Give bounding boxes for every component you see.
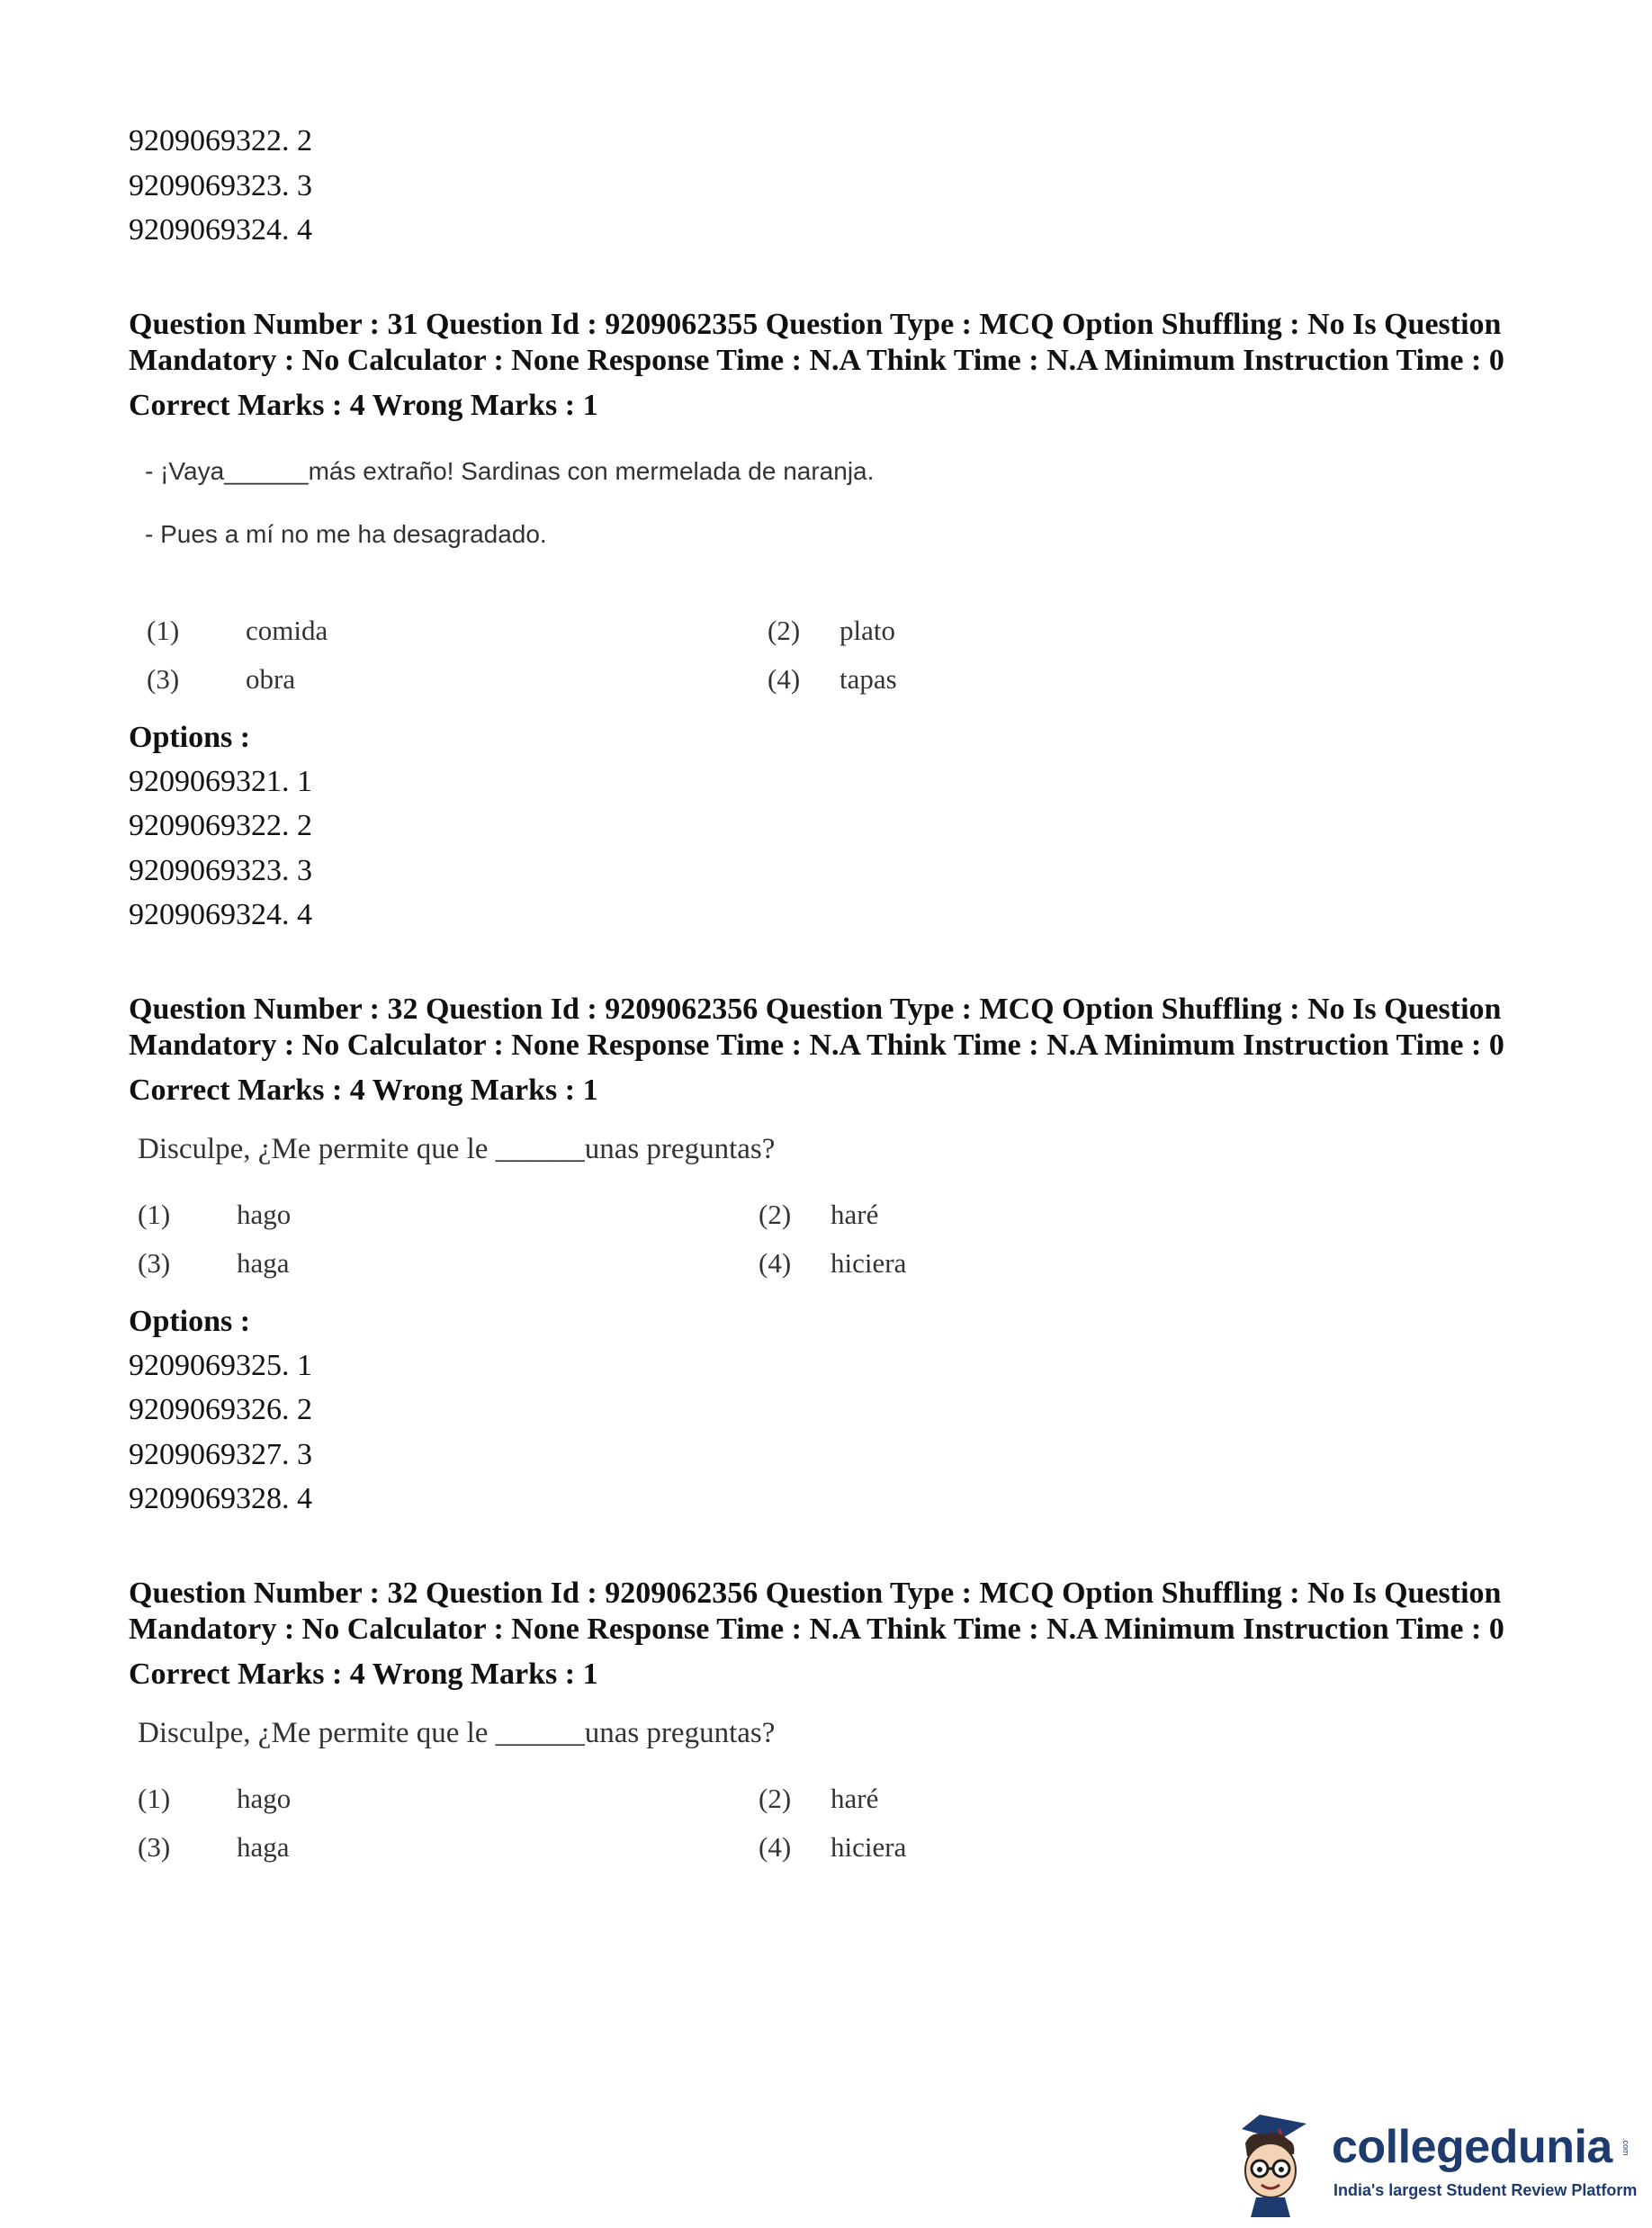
logo-domain-suffix: .com [1621,2138,1630,2156]
student-mascot-icon [1224,2104,1332,2221]
question-stem: Disculpe, ¿Me permite que le ______unas preguntas? [138,1716,776,1749]
question-marks: Correct Marks : 4 Wrong Marks : 1 [129,1657,598,1691]
option-line: 9209069324. 4 [129,213,312,247]
question-header: Question Number : 32 Question Id : 9209062356 Question Type : MCQ Option Shuffling : No Is Question Mandatory : No Calculator : None Response Time : N.A Think Time : N.A Minimum Instruction Time : 0 [129,1576,1504,1646]
options-title: Options : [129,1304,251,1338]
question-stem: Disculpe, ¿Me permite que le ______unas preguntas? [138,1132,776,1165]
question-image [129,1709,1532,1869]
choice-text: hiciera [830,1246,907,1279]
choice-number: (1) [147,614,180,646]
choice-text: haré [830,1198,879,1230]
question-image [129,1125,1532,1285]
choice-number: (3) [138,1246,171,1279]
choice-number: (1) [138,1782,171,1814]
choice-text: tapas [839,662,897,695]
choice-number: (2) [768,614,801,646]
choice-text: haga [237,1830,290,1863]
option-line: 9209069327. 3 [129,1437,312,1471]
option-line: 9209069322. 2 [129,809,312,842]
exam-page [129,119,1532,1869]
question-stem-line: - ¡Vaya______más extraño! Sardinas con mermelada de naranja. [145,456,875,485]
choice-text: haré [830,1782,879,1814]
options-title: Options : [129,720,251,754]
choice-text: hiciera [830,1830,907,1863]
choice-number: (4) [759,1830,792,1863]
option-line: 9209069321. 1 [129,764,312,798]
answer-choices [129,609,1532,701]
choice-text: haga [237,1246,290,1279]
choice-number: (4) [759,1246,792,1279]
choice-number: (1) [138,1198,171,1230]
option-line: 9209069324. 4 [129,898,312,931]
choice-text: comida [246,614,328,646]
choice-number: (4) [768,662,801,695]
answer-choices [129,1777,1532,1869]
question-header: Question Number : 32 Question Id : 9209062356 Question Type : MCQ Option Shuffling : No Is Question Mandatory : No Calculator : None Response Time : N.A Think Time : N.A Minimum Instruction Time : 0 [129,992,1504,1062]
logo-tagline: India's largest Student Review Platform [1333,2181,1638,2199]
answer-choices [129,1193,1532,1285]
choice-text: hago [237,1782,292,1814]
choice-text: hago [237,1198,292,1230]
option-line: 9209069328. 4 [129,1482,312,1515]
choice-number: (3) [147,662,180,695]
choice-number: (3) [138,1830,171,1863]
question-block-31 [129,307,1532,938]
logo-wordmark: collegedunia [1332,2121,1612,2173]
choice-text: obra [246,662,296,695]
question-marks: Correct Marks : 4 Wrong Marks : 1 [129,1073,598,1107]
question-stem-line: - Pues a mí no me ha desagradado. [145,519,547,548]
option-line: 9209069323. 3 [129,853,312,887]
question-marks: Correct Marks : 4 Wrong Marks : 1 [129,388,598,422]
question-block-32 [129,992,1532,1522]
option-line: 9209069325. 1 [129,1348,312,1382]
option-line: 9209069326. 2 [129,1393,312,1426]
option-line: 9209069323. 3 [129,168,312,202]
question-header: Question Number : 31 Question Id : 9209062355 Question Type : MCQ Option Shuffling : No Is Question Mandatory : No Calculator : None Response Time : N.A Think Time : N.A Minimum Instruction Time : 0 [129,307,1504,377]
choice-number: (2) [759,1198,792,1230]
option-line: 9209069322. 2 [129,124,312,157]
choice-text: plato [839,614,895,646]
choice-number: (2) [759,1782,792,1814]
collegedunia-logo[interactable] [1224,2104,1647,2221]
question-block-32-repeat [129,1576,1532,1869]
top-options-list [129,119,1532,253]
question-image [129,440,1532,701]
